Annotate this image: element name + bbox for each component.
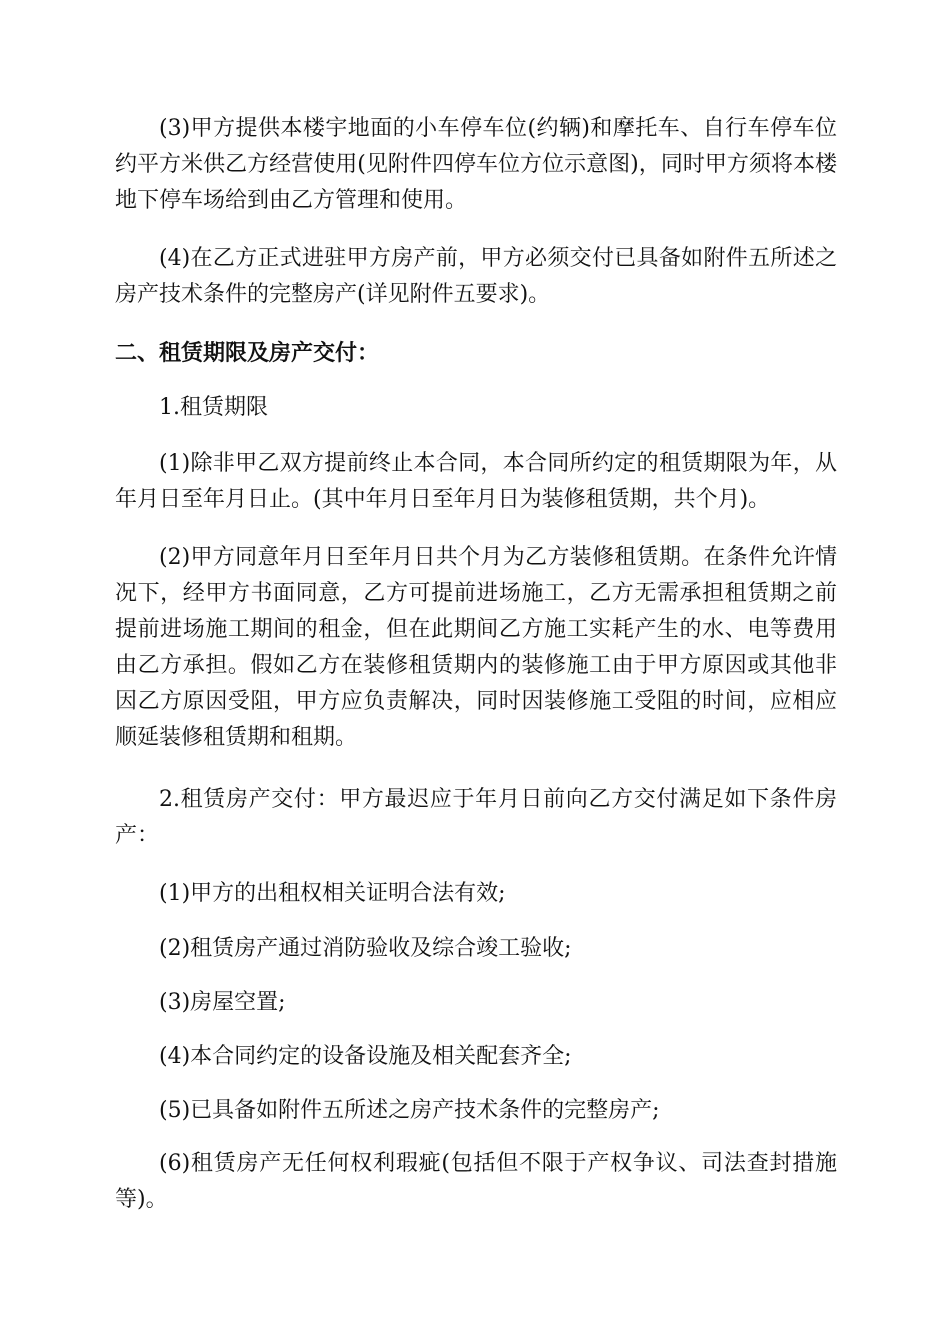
list-item-condition-5: (5)已具备如附件五所述之房产技术条件的完整房产; xyxy=(159,1098,660,1123)
list-item-condition-3: (3)房屋空置; xyxy=(159,990,286,1015)
paragraph-renovation-period: (2)甲方同意年月日至年月日共个月为乙方装修租赁期。在条件允许情况下，经甲方书面同意，乙方可提前进场施工，乙方无需承担租赁期之前提前进场施工期间的租金，但在此期间乙方施工实耗产生的水、电等费用由乙方承担。假如乙方在装修租赁期内的装修施工由于甲方原因或其他非因乙方原因受阻，甲方应负责解决，同时因装修施工受阻的时间，应相应顺延装修租赁期和租期。 xyxy=(115,545,837,750)
paragraph-property-delivery-condition: (4)在乙方正式进驻甲方房产前，甲方必须交付已具备如附件五所述之房产技术条件的完整房产(详见附件五要求)。 xyxy=(115,246,837,307)
section-heading-lease-term: 二、租赁期限及房产交付： xyxy=(115,340,380,366)
list-item-condition-2: (2)租赁房产通过消防验收及综合竣工验收; xyxy=(159,936,572,961)
list-item-condition-4: (4)本合同约定的设备设施及相关配套齐全; xyxy=(159,1044,572,1069)
paragraph-delivery-terms: 2.租赁房产交付：甲方最迟应于年月日前向乙方交付满足如下条件房产： xyxy=(115,787,837,848)
paragraph-lease-period: (1)除非甲乙双方提前终止本合同，本合同所约定的租赁期限为年，从年月日至年月日止。(其中年月日至年月日为装修租赁期，共个月)。 xyxy=(115,451,837,512)
list-item-condition-1: (1)甲方的出租权相关证明合法有效; xyxy=(159,881,506,906)
list-item-condition-6: (6)租赁房产无任何权利瑕疵(包括但不限于产权争议、司法查封措施等)。 xyxy=(115,1151,837,1212)
paragraph-parking: (3)甲方提供本楼宇地面的小车停车位(约辆)和摩托车、自行车停车位约平方米供乙方经营使用(见附件四停车位方位示意图)，同时甲方须将本楼地下停车场给到由乙方管理和使用。 xyxy=(115,116,837,213)
subheading-lease-term: 1.租赁期限 xyxy=(159,395,268,420)
